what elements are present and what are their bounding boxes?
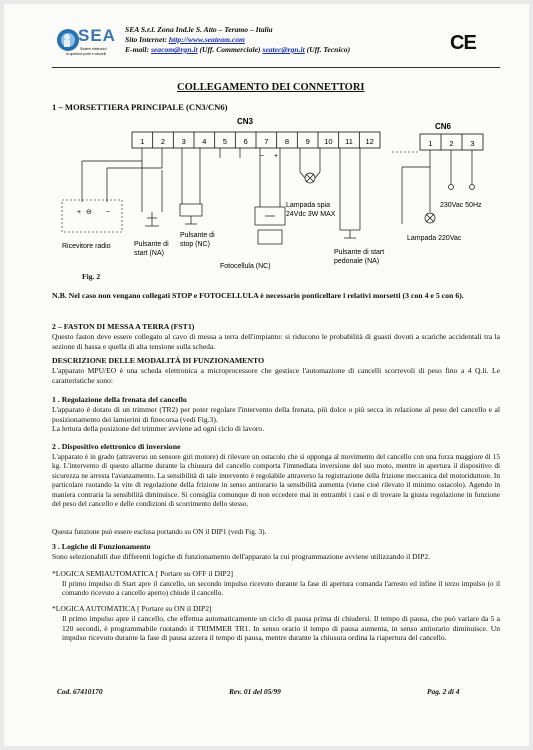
email-technical-note: (Uff. Tecnico) xyxy=(304,45,351,54)
ce-mark: CE xyxy=(450,32,476,54)
header-divider xyxy=(52,67,500,68)
section-2-heading: 2 – FASTON DI MESSA A TERRA (FST1) xyxy=(52,322,195,331)
receiver-box xyxy=(62,200,122,232)
item-2-text-2: Questa funzione può essere esclusa portando su ON il DIP1 (vedi Fig. 3). xyxy=(52,527,267,536)
pedestrian-button-symbol xyxy=(340,230,360,238)
cn3-terminal-3: 3 xyxy=(181,137,186,146)
cn3-terminal-9: 9 xyxy=(305,137,310,146)
nb-note: N.B. Nel caso non vengano collegati STOP e FOTOCELLULA è necessario ponticellare i relativi morsetti (3 con 4 e 5 con 6). xyxy=(52,291,464,300)
logic-automatic-text: Il primo impulso apre il cancello, che effettua automaticamente un ciclo di pausa prima di chiudersi. Il tempo di pausa, che può variare da 5 a 120 secondi, è programmabile ruotando il TRIMMER TR1. In senso orario il tempo di pausa aumenta, in senso antiorario diminuisce. Un impulso ricevuto durante la fase di pausa azzera il tempo di pausa, mentre durante la chiusura ordina la riapertura del cancello. xyxy=(62,614,500,643)
logo-text: SEA xyxy=(78,26,116,45)
svg-text:−: − xyxy=(260,153,265,160)
company-address: SEA S.r.l. Zona Ind.le S. Atto – Teramo – Italia xyxy=(125,25,273,34)
section-1-heading: 1 – MORSETTIERA PRINCIPALE (CN3/CN6) xyxy=(52,102,228,112)
cn3-terminal-2: 2 xyxy=(160,137,166,146)
logic-semiautomatic-heading: *LOGICA SEMIAUTOMATICA [ Portare su OFF il DIP2] xyxy=(52,569,234,578)
cn3-terminal-11: 11 xyxy=(345,137,353,146)
logo-subtitle-2: di apertura porte e cancelli xyxy=(66,52,106,56)
wiring-diagram xyxy=(52,112,502,272)
item-2-text: L'apparato è in grado (attraverso un sensore giri motore) di rilevare un ostacolo che si opponga al movimento del cancello con una forza maggiore di 15 kg. L'intervento di questo allarme durante la chiusura del cancello comporta l'immediata inversione del suo moto, mentre in apertura il dispositivo di sicurezza ne arresta l'avanzamento. La sensibilità di tale intervento è regolabile attraverso la registrazione della frizione meccanica del motoriduttore. In particolare ruotando la vite di regolazione della frizione in senso antiorario la sensibilità aumenta (viene cioè rilevato il minimo ostacolo). Agendo in maniera contraria la sensibilità diminuisce. Si consiglia comunque di non eccedere mai in entrambi i casi e di trovare la giusta regolazione in funzione del peso del cancello e delle condizioni di scorrimento dello stesso. xyxy=(52,452,500,509)
cn6-wiring xyxy=(402,150,475,224)
description-heading: DESCRIZIONE DELLE MODALITÀ DI FUNZIONAMENTO xyxy=(52,356,265,365)
stop-button-label-2: stop (NC) xyxy=(180,241,210,248)
supply-label: 230Vac 50Hz xyxy=(440,202,482,209)
email-technical-link[interactable]: seatec@rgn.it xyxy=(262,45,305,54)
item-1-heading: 1 . Regolazione della frenata del cancello xyxy=(52,395,187,404)
start-button-label-2: start (NA) xyxy=(134,250,164,257)
document-page xyxy=(4,4,529,746)
email-line xyxy=(125,45,350,55)
photocell-label: Fotocellula (NC) xyxy=(220,263,271,270)
email-commercial-note: (Uff. Commerciale) xyxy=(197,45,263,54)
company-logo xyxy=(56,24,122,64)
svg-text:⊖: ⊖ xyxy=(86,209,92,216)
start-button-label-1: Pulsante di xyxy=(134,241,169,248)
page-title: COLLEGAMENTO DEI CONNETTORI xyxy=(177,82,365,93)
logic-automatic-heading: *LOGICA AUTOMATICA [ Portare su ON il DIP2] xyxy=(52,604,212,613)
pedestrian-button-label-1: Pulsante di start xyxy=(334,249,385,256)
svg-text:+: + xyxy=(77,209,82,216)
website-label: Sito Internet: xyxy=(125,35,169,44)
receiver-label: Ricevitore radio xyxy=(62,243,111,250)
start-button-symbol xyxy=(145,212,159,226)
section-2-text: Questo faston deve essere collegato al cavo di messa a terra dell'impianto: si riducono le probabilità di guasti dovuti a scariche accidentali tra la sezione di bassa e quella di alta tensione sulla scheda. xyxy=(52,332,500,351)
svg-text:−: − xyxy=(106,209,111,216)
figure-label: Fig. 2 xyxy=(82,272,101,281)
stop-button-label-1: Pulsante di xyxy=(180,232,215,239)
cn3-terminal-12: 12 xyxy=(365,137,374,146)
indicator-lamp-symbol xyxy=(300,172,320,183)
svg-text:+: + xyxy=(274,153,279,160)
lamp-220-label: Lampada 220Vac xyxy=(407,235,462,242)
item-3-text: Sono selezionabili due differenti logiche di funzionamento dell'apparato la cui programmazione avviene utilizzando il DIP2. xyxy=(52,552,431,561)
item-1-text-2: La lettura della posizione del trimmer avviene ad ogni ciclo di lavoro. xyxy=(52,424,265,433)
cn6-terminal-2: 2 xyxy=(449,139,454,148)
logo-subtitle-1: Sistemi elettronici xyxy=(80,47,107,51)
photocell-symbol xyxy=(255,207,285,244)
indicator-lamp-label-2: 24Vdc 3W MAX xyxy=(286,211,336,218)
cn6-label: CN6 xyxy=(435,122,452,131)
cn3-terminal-6: 6 xyxy=(243,137,248,146)
cn3-terminal-1: 1 xyxy=(140,137,145,146)
cn3-terminal-5: 5 xyxy=(222,137,228,146)
logic-semiautomatic-text: Il primo impulso di Start apre il cancello, un secondo impulso ricevuto durante la fase di apertura comanda l'arresto ed infine il terzo impulso (o il comando ricevuto a cancello aperto) chiude il cancello. xyxy=(62,579,500,598)
cn3-terminal-7: 7 xyxy=(264,137,269,146)
cn3-terminal-10: 10 xyxy=(324,137,333,146)
footer-code: Cod. 67410170 xyxy=(57,687,103,696)
item-3-heading: 3 . Logiche di Funzionamento xyxy=(52,542,151,551)
email-commercial-link[interactable]: seacom@rgn.it xyxy=(150,45,198,54)
item-1-text: L'apparato è dotato di un trimmer (TR2) per poter regolare l'intervento della frenata, più dolce o più secca in relazione al peso del cancello e al posizionamento dei lamierini di finecorsa (vedi Fig.3). xyxy=(52,405,500,424)
indicator-lamp-label-1: Lampada spia xyxy=(286,202,330,209)
website-line xyxy=(125,35,245,45)
website-link[interactable]: http://www.seateam.com xyxy=(168,35,245,44)
cn3-terminal-8: 8 xyxy=(284,137,290,146)
footer-revision: Rev. 01 del 05/99 xyxy=(229,687,281,696)
cn3-terminal-4: 4 xyxy=(202,137,207,146)
footer-page: Pag. 2 di 4 xyxy=(427,687,460,696)
email-label: E-mail: xyxy=(125,45,151,54)
cn3-label: CN3 xyxy=(237,117,254,126)
item-2-heading: 2 . Dispositivo elettronico di inversione xyxy=(52,442,181,451)
description-text: L'apparato MPU/EO è una scheda elettronica a microprocessore che gestisce l'automazione di cancelli scorrevoli di peso fino a 4 Q.li. Le caratteristiche sono: xyxy=(52,366,500,385)
pedestrian-button-label-2: pedonale (NA) xyxy=(334,258,380,265)
stop-button-symbol xyxy=(180,204,202,224)
cn6-terminal-3: 3 xyxy=(470,139,475,148)
cn6-terminal-1: 1 xyxy=(428,139,433,148)
